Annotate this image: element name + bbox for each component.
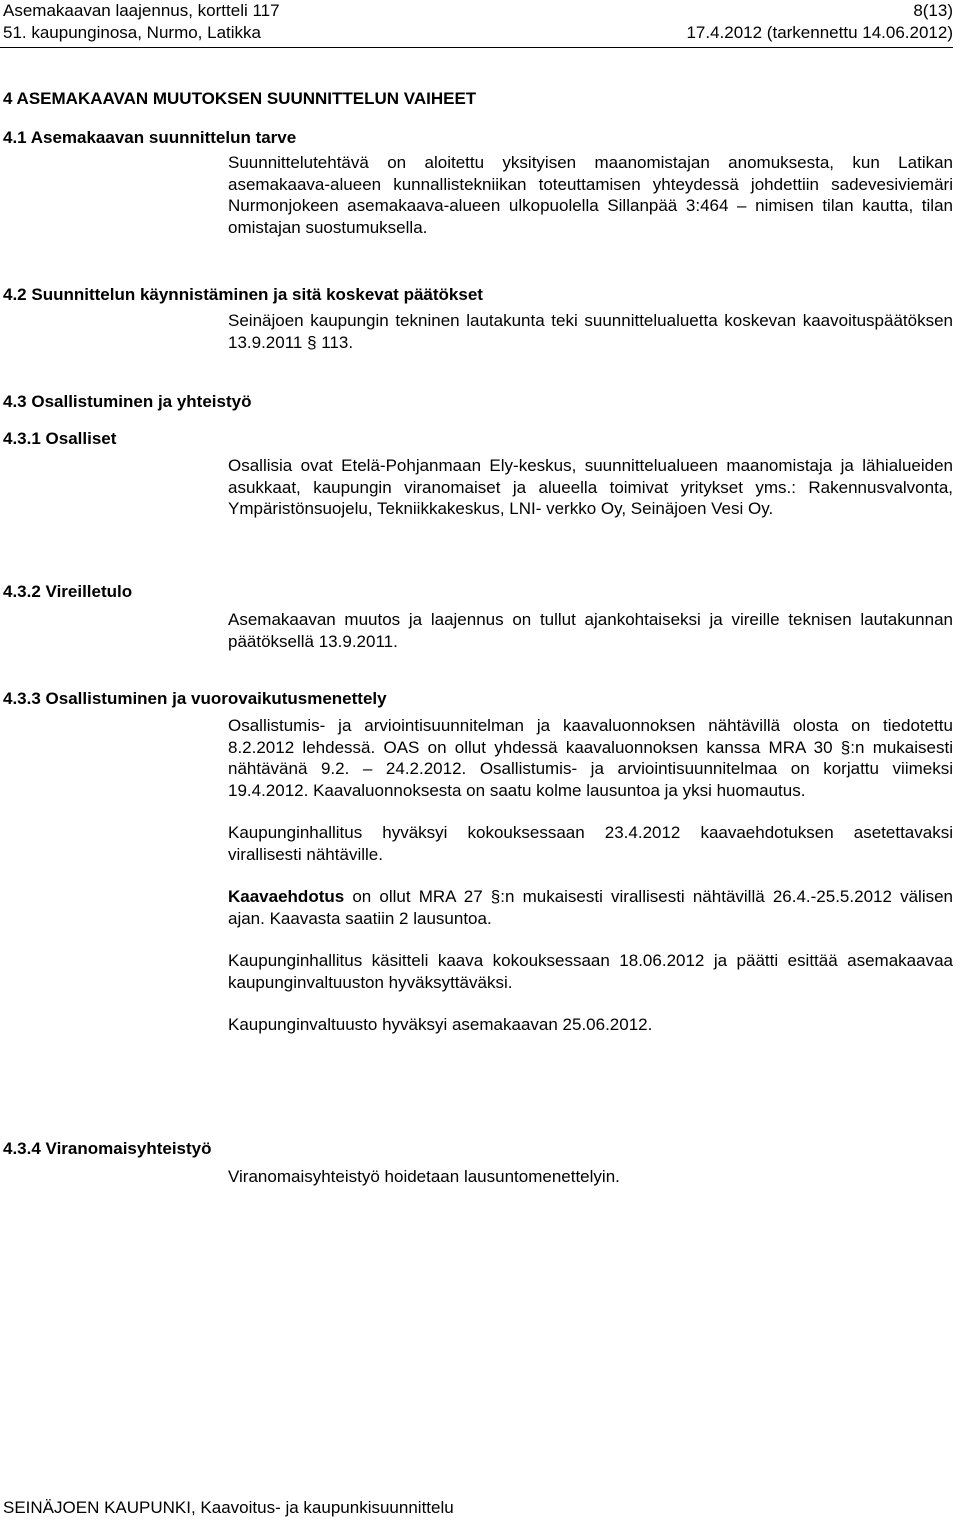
page-number: 8(13) — [913, 1, 953, 20]
document-title: Asemakaavan laajennus, kortteli 117 — [3, 1, 280, 20]
section-4-3-3-heading: 4.3.3 Osallistuminen ja vuorovaikutusmenettely — [3, 689, 387, 708]
section-4-1-text — [228, 152, 953, 238]
section-4-3-1-text — [228, 455, 953, 520]
section-4-3-3-paragraph-3-text: on ollut MRA 27 §:n mukaisesti virallisesti nähtävillä 26.4.-25.5.2012 välisen ajan. Kaavasta saatiin 2 lausuntoa. — [228, 887, 953, 928]
section-4-3-3-paragraph-1: Osallistumis- ja arviointisuunnitelman ja kaavaluonnoksen nähtävillä olosta on tiedotettu 8.2.2012 lehdessä. OAS on ollut yhdessä kaavaluonnoksen kanssa MRA 30 §:n mukaisesti nähtävänä 9.2. – 24.2.2012. Osallistumis- ja arviointisuunnitelmaa on korjattu viimeksi 19.4.2012. Kaavaluonnoksesta on saatu kolme lausuntoa ja yksi huomautus. — [228, 716, 953, 800]
section-4-3-2-paragraph: Asemakaavan muutos ja laajennus on tullut ajankohtaiseksi ja vireille teknisen lautakunnan päätöksellä 13.9.2011. — [228, 610, 953, 651]
section-4-2-paragraph: Seinäjoen kaupungin tekninen lautakunta teki suunnittelualuetta koskevan kaavoituspäätöksen 13.9.2011 § 113. — [228, 311, 953, 352]
section-4-3-2-heading: 4.3.2 Vireilletulo — [3, 582, 133, 601]
section-4-3-3-paragraph-5: Kaupunginvaltuusto hyväksyi asemakaavan 25.06.2012. — [228, 1015, 653, 1034]
section-4-3-1-heading: 4.3.1 Osalliset — [3, 429, 117, 448]
section-4-1-paragraph: Suunnittelutehtävä on aloitettu yksityisen maanomistajan anomuksesta, kun Latikan asemakaava-alueen kunnallistekniikan toteuttamisen yhteydessä johdettiin sadevesiviemäri Nurmonjokeen asemakaava-alueen ulkopuolella Sillanpää 3:464 – nimisen tilan kautta, tilan omistajan suostumuksella. — [228, 153, 953, 237]
document-date: 17.4.2012 (tarkennettu 14.06.2012) — [686, 23, 953, 42]
section-4-3-3-paragraph-4: Kaupunginhallitus käsitteli kaava kokouksessaan 18.06.2012 ja päätti esittää asemakaavaa kaupunginvaltuuston hyväksyttäväksi. — [228, 951, 953, 992]
page-footer: SEINÄJOEN KAUPUNKI, Kaavoitus- ja kaupunkisuunnittelu — [3, 1498, 454, 1517]
section-4-3-2-text — [228, 609, 953, 652]
section-4-2-text — [228, 310, 953, 353]
header-row-2 — [0, 22, 953, 44]
kaavaehdotus-label: Kaavaehdotus — [228, 887, 345, 906]
section-4-2-heading: 4.2 Suunnittelun käynnistäminen ja sitä koskevat päätökset — [3, 285, 483, 304]
section-4-3-3-text — [228, 715, 953, 1036]
section-4-3-4-paragraph: Viranomaisyhteistyö hoidetaan lausuntomenettelyin. — [228, 1167, 620, 1186]
section-4-3-4-heading: 4.3.4 Viranomaisyhteistyö — [3, 1139, 212, 1158]
chapter-title: 4 ASEMAKAAVAN MUUTOKSEN SUUNNITTELUN VAIHEET — [3, 89, 477, 108]
section-4-3-1-paragraph: Osallisia ovat Etelä-Pohjanmaan Ely-keskus, suunnittelualueen maanomistaja ja lähialueiden asukkaat, kaupungin viranomaiset ja alueella toimivat yritykset yms.: Rakennusvalvonta, Ympäristönsuojelu, Tekniikkakeskus, LNI- verkko Oy, Seinäjoen Vesi Oy. — [228, 456, 953, 518]
header-divider — [0, 47, 953, 48]
section-4-1-heading: 4.1 Asemakaavan suunnittelun tarve — [3, 128, 297, 147]
header-row-1 — [0, 0, 953, 22]
section-4-3-4-text — [228, 1166, 953, 1188]
section-4-3-heading: 4.3 Osallistuminen ja yhteistyö — [3, 392, 252, 411]
section-4-3-3-paragraph-3 — [228, 886, 953, 929]
section-4-3-3-paragraph-2: Kaupunginhallitus hyväksyi kokouksessaan 23.4.2012 kaavaehdotuksen asetettavaksi virallisesti nähtäville. — [228, 823, 953, 864]
document-location: 51. kaupunginosa, Nurmo, Latikka — [3, 23, 261, 42]
